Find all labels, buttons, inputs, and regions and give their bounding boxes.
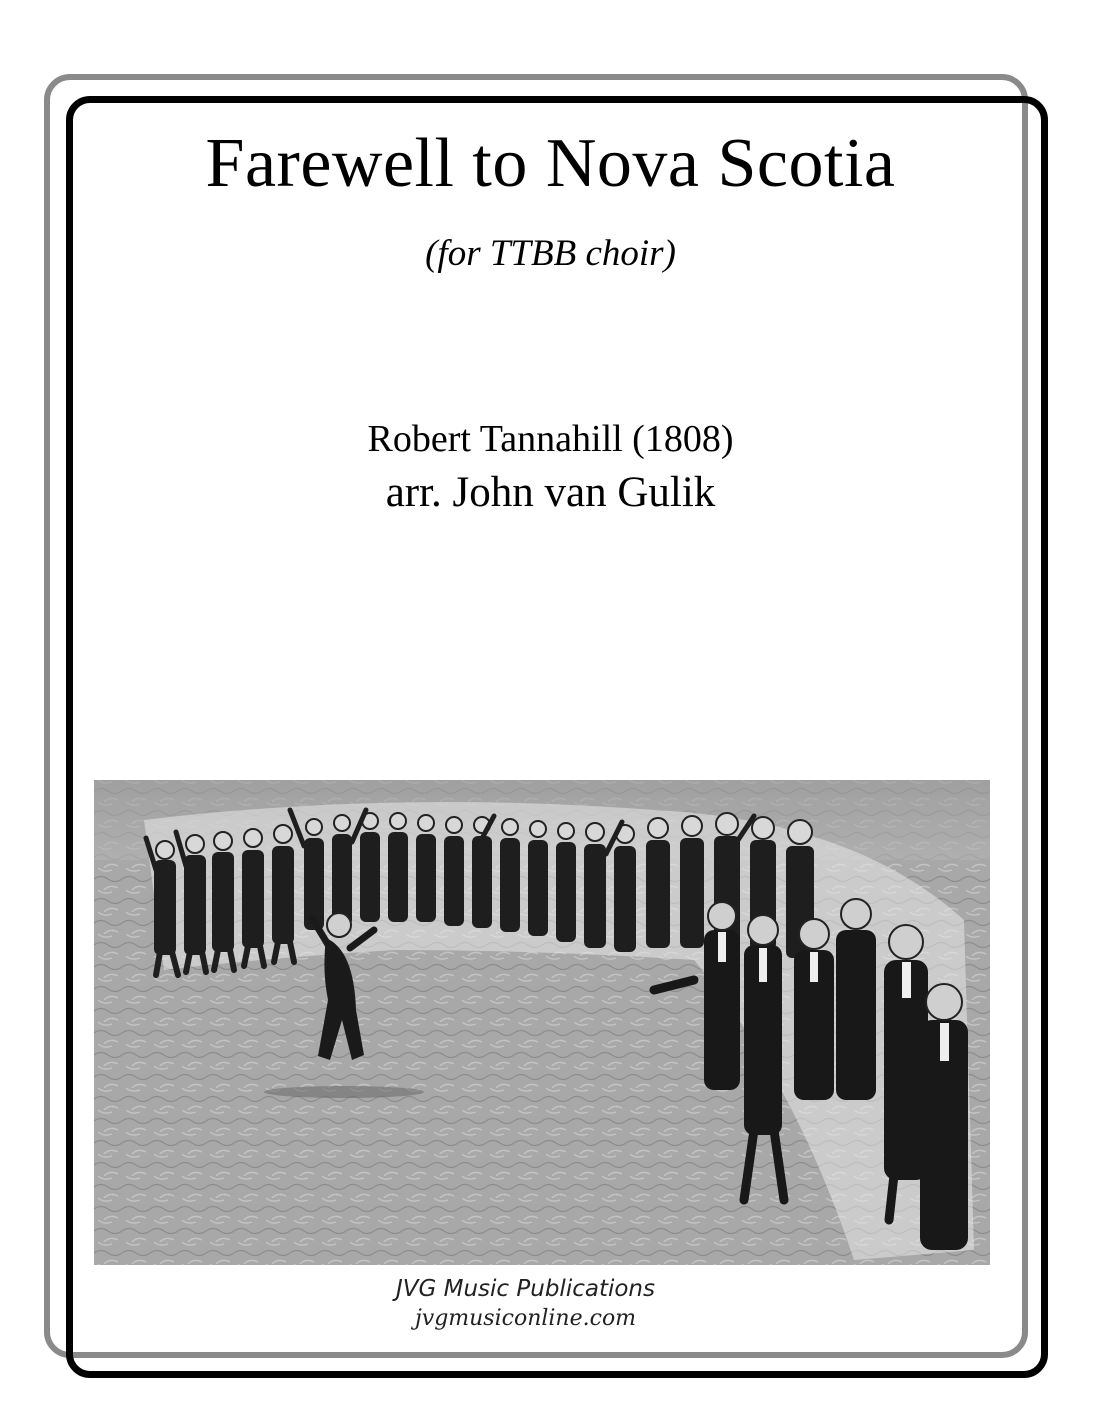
choir-illustration <box>94 780 990 1265</box>
arranger-credit: arr. John van Gulik <box>385 469 716 516</box>
publisher-name: JVG Music Publications <box>395 1276 655 1302</box>
page-title: Farewell to Nova Scotia <box>205 125 896 202</box>
voicing-subtitle: (for TTBB choir) <box>425 233 676 274</box>
lyricist-credit: Robert Tannahill (1808) <box>367 418 734 460</box>
publisher-website: jvgmusiconline.com <box>414 1306 637 1331</box>
